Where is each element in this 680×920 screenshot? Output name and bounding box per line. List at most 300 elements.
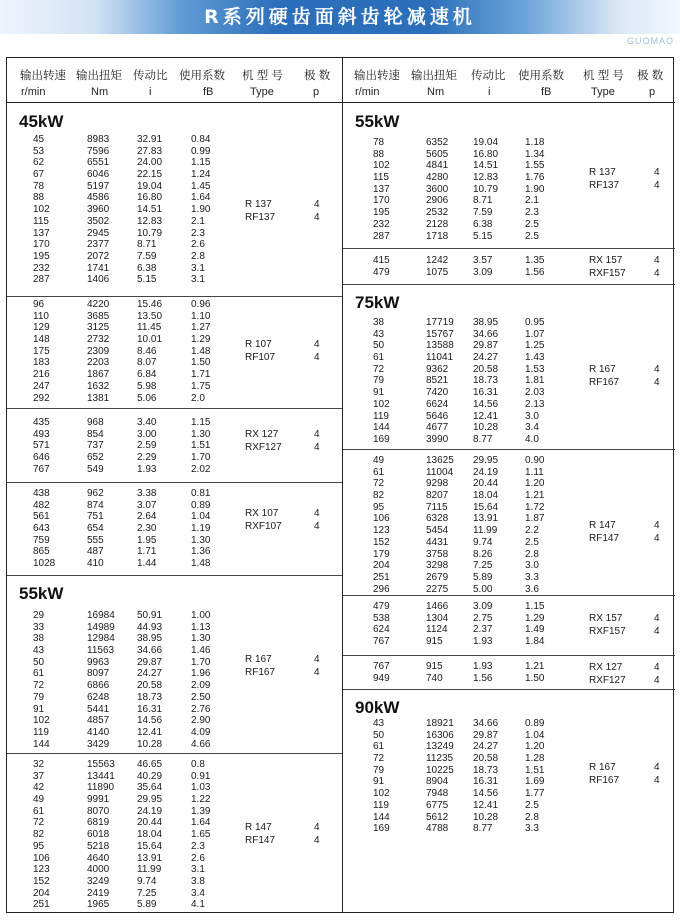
cell-ratio: 3.07 xyxy=(137,499,157,511)
cell-ratio: 13.91 xyxy=(137,852,163,864)
table-row xyxy=(343,455,675,467)
power-rating-heading: 55kW xyxy=(19,584,64,603)
cell-torque: 5612 xyxy=(426,811,449,823)
cell-speed: 247 xyxy=(33,380,50,392)
table-row xyxy=(343,765,675,777)
table-row xyxy=(343,467,675,479)
cell-torque: 8904 xyxy=(426,776,449,788)
cell-speed: 106 xyxy=(373,513,390,525)
model-type: RF137 xyxy=(589,179,620,191)
table-row xyxy=(7,794,342,806)
table-row xyxy=(343,352,675,364)
table-row xyxy=(343,399,675,411)
cell-ratio: 15.46 xyxy=(137,299,163,310)
cell-ratio: 19.04 xyxy=(137,180,163,192)
cell-torque: 4000 xyxy=(87,864,110,876)
model-poles: 4 xyxy=(654,364,660,375)
cell-speed: 61 xyxy=(373,352,385,364)
cell-speed: 144 xyxy=(33,738,50,750)
cell-torque: 4220 xyxy=(87,299,110,310)
cell-ratio: 10.79 xyxy=(473,183,499,195)
cell-torque: 11890 xyxy=(87,782,115,794)
header-model-unit: Type xyxy=(250,86,274,98)
cell-torque: 1965 xyxy=(87,899,110,911)
cell-factor: 1.64 xyxy=(191,817,211,829)
cell-torque: 962 xyxy=(87,488,104,499)
cell-ratio: 11.45 xyxy=(137,322,162,334)
cell-ratio: 18.73 xyxy=(473,375,499,387)
table-row xyxy=(7,440,342,452)
cell-speed: 72 xyxy=(373,363,385,375)
cell-speed: 170 xyxy=(33,239,50,251)
table-row xyxy=(7,334,342,346)
model-poles: 4 xyxy=(314,666,320,678)
cell-speed: 43 xyxy=(33,645,45,657)
cell-torque: 2072 xyxy=(87,250,110,262)
cell-factor: 3.6 xyxy=(525,583,539,595)
table-row xyxy=(7,535,342,547)
cell-speed: 32 xyxy=(33,759,45,770)
table-row xyxy=(343,364,675,376)
cell-speed: 49 xyxy=(373,455,385,466)
cell-torque: 915 xyxy=(426,636,443,648)
cell-factor: 1.39 xyxy=(191,805,211,817)
cell-factor: 1.36 xyxy=(191,546,211,558)
cell-ratio: 11.99 xyxy=(137,864,162,876)
cell-factor: 1.50 xyxy=(191,357,211,369)
model-type: RXF157 xyxy=(589,267,626,279)
cell-ratio: 10.79 xyxy=(137,227,163,239)
table-row xyxy=(7,216,342,228)
header-model-unit: Type xyxy=(591,86,615,98)
model-type: R 147 xyxy=(245,822,272,833)
cell-ratio: 5.89 xyxy=(473,571,493,583)
cell-factor: 1.90 xyxy=(191,204,211,216)
cell-factor: 1.10 xyxy=(191,310,211,322)
table-row xyxy=(343,207,675,219)
table-row xyxy=(7,558,342,570)
cell-factor: 1.81 xyxy=(525,375,545,387)
cell-torque: 16984 xyxy=(87,610,115,621)
left-section-3 xyxy=(7,408,342,482)
table-row xyxy=(7,817,342,829)
cell-torque: 1632 xyxy=(87,380,110,392)
cell-torque: 3685 xyxy=(87,310,110,322)
cell-torque: 13625 xyxy=(426,455,454,466)
table-row xyxy=(343,387,675,399)
cell-factor: 2.0 xyxy=(191,392,205,404)
cell-speed: 216 xyxy=(33,369,50,381)
cell-factor: 2.5 xyxy=(525,799,539,811)
cell-ratio: 18.04 xyxy=(137,829,163,841)
cell-torque: 6624 xyxy=(426,398,449,410)
cell-ratio: 12.41 xyxy=(473,410,499,422)
data-rows xyxy=(343,317,675,446)
cell-ratio: 3.09 xyxy=(473,601,493,612)
cell-factor: 1.51 xyxy=(191,440,211,452)
cell-torque: 1741 xyxy=(87,262,110,274)
cell-torque: 6551 xyxy=(87,157,110,169)
cell-torque: 6046 xyxy=(87,169,110,181)
cell-ratio: 20.44 xyxy=(473,478,499,490)
cell-factor: 0.89 xyxy=(191,499,211,511)
cell-torque: 2679 xyxy=(426,571,449,583)
cell-torque: 10225 xyxy=(426,764,454,776)
cell-speed: 643 xyxy=(33,523,50,535)
cell-torque: 1406 xyxy=(87,274,110,286)
cell-factor: 1.21 xyxy=(525,661,545,672)
cell-torque: 18921 xyxy=(426,718,454,729)
cell-ratio: 14.56 xyxy=(473,788,499,800)
table-row xyxy=(343,513,675,525)
cell-torque: 14989 xyxy=(87,621,115,633)
cell-factor: 2.2 xyxy=(525,525,539,537)
cell-factor: 1.04 xyxy=(191,511,211,523)
cell-speed: 287 xyxy=(373,230,390,242)
cell-factor: 3.1 xyxy=(191,262,205,274)
model-poles: 4 xyxy=(654,267,660,279)
cell-speed: 38 xyxy=(373,317,385,328)
cell-factor: 2.76 xyxy=(191,703,211,715)
cell-ratio: 29.95 xyxy=(473,455,499,466)
table-row xyxy=(7,369,342,381)
model-poles: 4 xyxy=(654,662,660,673)
model-poles: 4 xyxy=(654,532,660,544)
cell-torque: 6328 xyxy=(426,513,449,525)
cell-torque: 5218 xyxy=(87,840,110,852)
cell-speed: 479 xyxy=(373,266,390,278)
cell-factor: 0.99 xyxy=(191,145,211,157)
model-type: RXF107 xyxy=(245,520,282,532)
cell-torque: 1242 xyxy=(426,255,449,266)
cell-factor: 0.90 xyxy=(525,455,545,466)
header-poles: 极 数 xyxy=(304,70,331,82)
cell-factor: 1.50 xyxy=(525,672,545,684)
cell-speed: 91 xyxy=(33,703,45,715)
table-row xyxy=(7,680,342,692)
model-type: R 167 xyxy=(245,654,272,665)
cell-factor: 1.13 xyxy=(191,621,211,633)
cell-factor: 1.90 xyxy=(525,183,545,195)
cell-torque: 3758 xyxy=(426,548,449,560)
cell-speed: 79 xyxy=(373,375,385,387)
cell-torque: 740 xyxy=(426,672,443,684)
table-row xyxy=(7,157,342,169)
cell-speed: 123 xyxy=(33,864,50,876)
header-speed-unit: r/min xyxy=(355,86,380,98)
cell-speed: 61 xyxy=(373,466,385,478)
cell-ratio: 24.27 xyxy=(473,741,499,753)
model-type: R 167 xyxy=(589,762,616,773)
cell-torque: 968 xyxy=(87,417,104,428)
cell-ratio: 34.66 xyxy=(473,718,499,729)
cell-torque: 4788 xyxy=(426,823,449,835)
cell-ratio: 7.59 xyxy=(473,207,493,219)
cell-torque: 2377 xyxy=(87,239,110,251)
cell-ratio: 22.15 xyxy=(137,169,163,181)
cell-torque: 13588 xyxy=(426,340,454,352)
cell-speed: 1028 xyxy=(33,558,56,570)
model-poles: 4 xyxy=(654,613,660,624)
cell-torque: 3125 xyxy=(87,322,110,334)
table-row xyxy=(7,251,342,263)
cell-torque: 2275 xyxy=(426,583,449,595)
model-type: R 107 xyxy=(245,339,272,350)
cell-torque: 6819 xyxy=(87,817,110,829)
cell-torque: 3990 xyxy=(426,433,449,445)
table-row xyxy=(343,502,675,514)
table-row xyxy=(7,346,342,358)
cell-torque: 3249 xyxy=(87,875,110,887)
header-factor-unit: fB xyxy=(541,86,552,98)
model-type: RX 157 xyxy=(589,613,623,624)
cell-factor: 3.8 xyxy=(191,875,205,887)
model-type: RXF157 xyxy=(589,625,626,637)
cell-torque: 6352 xyxy=(426,137,449,148)
cell-speed: 102 xyxy=(33,204,50,216)
data-rows xyxy=(343,601,675,648)
cell-speed: 123 xyxy=(373,525,390,537)
cell-torque: 6775 xyxy=(426,799,449,811)
cell-ratio: 24.27 xyxy=(473,352,499,364)
cell-speed: 29 xyxy=(33,610,45,621)
cell-factor: 1.96 xyxy=(191,668,211,680)
cell-torque: 2203 xyxy=(87,357,110,369)
cell-ratio: 12.41 xyxy=(137,726,163,738)
header-model: 机 型 号 xyxy=(242,70,283,82)
model-type: RXF127 xyxy=(245,441,282,453)
data-rows xyxy=(7,299,342,404)
cell-speed: 102 xyxy=(33,715,50,727)
cell-factor: 1.75 xyxy=(191,380,211,392)
cell-torque: 16306 xyxy=(426,729,454,741)
cell-speed: 232 xyxy=(33,262,50,274)
cell-ratio: 16.31 xyxy=(473,387,499,399)
cell-torque: 915 xyxy=(426,661,443,672)
cell-factor: 1.46 xyxy=(191,645,211,657)
cell-factor: 1.84 xyxy=(525,636,545,648)
cell-torque: 854 xyxy=(87,428,104,440)
model-type: RF167 xyxy=(589,774,620,786)
cell-torque: 3502 xyxy=(87,215,110,227)
cell-ratio: 9.74 xyxy=(473,536,493,548)
model-type: RF147 xyxy=(589,532,620,544)
cell-torque: 4280 xyxy=(426,172,449,184)
cell-factor: 1.03 xyxy=(191,782,211,794)
cell-speed: 61 xyxy=(373,741,385,753)
cell-torque: 11004 xyxy=(426,466,454,478)
table-row xyxy=(7,429,342,441)
cell-torque: 5605 xyxy=(426,148,449,160)
cell-torque: 12984 xyxy=(87,633,115,645)
model-type: RX 107 xyxy=(245,508,279,519)
cell-factor: 1.45 xyxy=(191,180,211,192)
cell-ratio: 16.31 xyxy=(473,776,499,788)
right-section-3 xyxy=(343,284,675,449)
cell-factor: 4.66 xyxy=(191,738,211,750)
cell-factor: 0.89 xyxy=(525,718,545,729)
model-poles: 4 xyxy=(314,339,320,350)
table-row xyxy=(343,160,675,172)
cell-ratio: 11.99 xyxy=(473,525,498,537)
cell-factor: 2.8 xyxy=(191,250,205,262)
table-row xyxy=(7,381,342,393)
cell-speed: 129 xyxy=(33,322,50,334)
model-poles: 4 xyxy=(314,211,320,223)
cell-torque: 13441 xyxy=(87,770,115,782)
cell-factor: 2.1 xyxy=(525,195,539,207)
table-row xyxy=(7,739,342,751)
cell-ratio: 13.50 xyxy=(137,310,163,322)
cell-factor: 3.1 xyxy=(191,274,205,286)
cell-torque: 8521 xyxy=(426,375,449,387)
table-row xyxy=(343,560,675,572)
cell-ratio: 1.56 xyxy=(473,672,493,684)
table-row xyxy=(7,239,342,251)
page-title: R系列硬齿面斜齿轮减速机 xyxy=(204,6,476,28)
cell-ratio: 32.91 xyxy=(137,134,163,145)
cell-ratio: 2.75 xyxy=(473,612,493,624)
cell-factor: 1.69 xyxy=(525,776,545,788)
cell-ratio: 8.71 xyxy=(473,195,493,207)
cell-ratio: 20.44 xyxy=(137,817,163,829)
cell-torque: 2128 xyxy=(426,218,449,230)
table-row xyxy=(7,322,342,334)
cell-ratio: 14.56 xyxy=(473,398,499,410)
cell-ratio: 12.41 xyxy=(473,799,499,811)
cell-torque: 4677 xyxy=(426,422,449,434)
model-type: RF167 xyxy=(589,376,620,388)
right-section-5 xyxy=(343,595,675,655)
cell-factor: 1.15 xyxy=(191,417,211,428)
cell-ratio: 29.87 xyxy=(473,340,499,352)
cell-torque: 7596 xyxy=(87,145,110,157)
cell-speed: 106 xyxy=(33,852,50,864)
cell-factor: 3.0 xyxy=(525,410,539,422)
cell-factor: 1.00 xyxy=(191,610,211,621)
cell-speed: 624 xyxy=(373,624,390,636)
table-row xyxy=(343,184,675,196)
cell-speed: 152 xyxy=(33,875,50,887)
table-row xyxy=(7,622,342,634)
table-row xyxy=(343,411,675,423)
model-poles: 4 xyxy=(654,762,660,773)
cell-factor: 1.20 xyxy=(525,478,545,490)
cell-torque: 9298 xyxy=(426,478,449,490)
cell-torque: 874 xyxy=(87,499,104,511)
cell-torque: 2532 xyxy=(426,207,449,219)
cell-torque: 2732 xyxy=(87,334,110,346)
cell-factor: 3.4 xyxy=(191,887,205,899)
cell-ratio: 50.91 xyxy=(137,610,163,621)
cell-factor: 1.48 xyxy=(191,345,211,357)
model-poles: 4 xyxy=(314,351,320,363)
cell-speed: 115 xyxy=(33,215,49,227)
cell-speed: 78 xyxy=(373,137,385,148)
model-type: RX 127 xyxy=(589,662,623,673)
table-row xyxy=(7,546,342,558)
cell-factor: 3.3 xyxy=(525,571,539,583)
cell-ratio: 5.98 xyxy=(137,380,157,392)
cell-ratio: 18.04 xyxy=(473,490,499,502)
cell-torque: 5197 xyxy=(87,180,110,192)
table-row xyxy=(343,434,675,446)
cell-torque: 4431 xyxy=(426,536,449,548)
cell-ratio: 3.09 xyxy=(473,266,493,278)
cell-ratio: 1.95 xyxy=(137,534,157,546)
cell-speed: 61 xyxy=(33,668,45,680)
power-rating-heading: 90kW xyxy=(355,698,400,717)
cell-torque: 9362 xyxy=(426,363,449,375)
cell-torque: 652 xyxy=(87,452,104,464)
cell-ratio: 29.87 xyxy=(137,656,163,668)
cell-factor: 2.90 xyxy=(191,715,211,727)
cell-factor: 2.09 xyxy=(191,680,211,692)
spec-table xyxy=(6,57,674,913)
cell-speed: 61 xyxy=(33,805,45,817)
cell-ratio: 24.00 xyxy=(137,157,163,169)
cell-speed: 43 xyxy=(373,718,385,729)
cell-factor: 2.6 xyxy=(191,239,205,251)
cell-speed: 67 xyxy=(33,169,45,181)
cell-factor: 1.70 xyxy=(191,656,211,668)
cell-ratio: 6.84 xyxy=(137,369,157,381)
table-row xyxy=(7,633,342,645)
cell-factor: 1.25 xyxy=(525,340,545,352)
cell-speed: 482 xyxy=(33,499,50,511)
header-ratio: 传动比 xyxy=(471,70,506,82)
model-type: R 137 xyxy=(245,199,272,210)
header-ratio-unit: i xyxy=(488,86,491,98)
cell-speed: 144 xyxy=(373,811,390,823)
cell-ratio: 20.58 xyxy=(473,363,499,375)
cell-speed: 435 xyxy=(33,417,50,428)
header-torque-unit: Nm xyxy=(427,86,445,98)
cell-speed: 767 xyxy=(33,463,50,475)
data-rows xyxy=(343,455,675,595)
table-row xyxy=(343,478,675,490)
cell-speed: 82 xyxy=(33,829,45,841)
cell-ratio: 6.38 xyxy=(137,262,157,274)
table-row xyxy=(7,263,342,275)
table-row xyxy=(343,549,675,561)
data-rows xyxy=(7,759,342,911)
cell-ratio: 13.91 xyxy=(473,513,499,525)
cell-speed: 102 xyxy=(373,398,390,410)
model-type: RX 127 xyxy=(245,429,279,440)
cell-speed: 50 xyxy=(373,340,385,352)
cell-torque: 751 xyxy=(87,511,104,523)
table-row xyxy=(7,692,342,704)
cell-ratio: 3.00 xyxy=(137,428,157,440)
cell-ratio: 40.29 xyxy=(137,770,163,782)
cell-speed: 72 xyxy=(373,478,385,490)
table-row xyxy=(343,340,675,352)
left-section-2 xyxy=(7,296,342,408)
model-poles: 4 xyxy=(314,441,320,453)
table-row xyxy=(7,357,342,369)
cell-factor: 2.5 xyxy=(525,218,539,230)
table-row xyxy=(7,888,342,900)
cell-speed: 204 xyxy=(33,887,50,899)
cell-torque: 654 xyxy=(87,523,104,535)
cell-factor: 1.87 xyxy=(525,513,545,525)
cell-speed: 49 xyxy=(33,794,45,806)
cell-factor: 2.5 xyxy=(525,230,539,242)
cell-ratio: 10.28 xyxy=(473,422,499,434)
cell-speed: 110 xyxy=(33,310,49,322)
cell-ratio: 8.07 xyxy=(137,357,157,369)
